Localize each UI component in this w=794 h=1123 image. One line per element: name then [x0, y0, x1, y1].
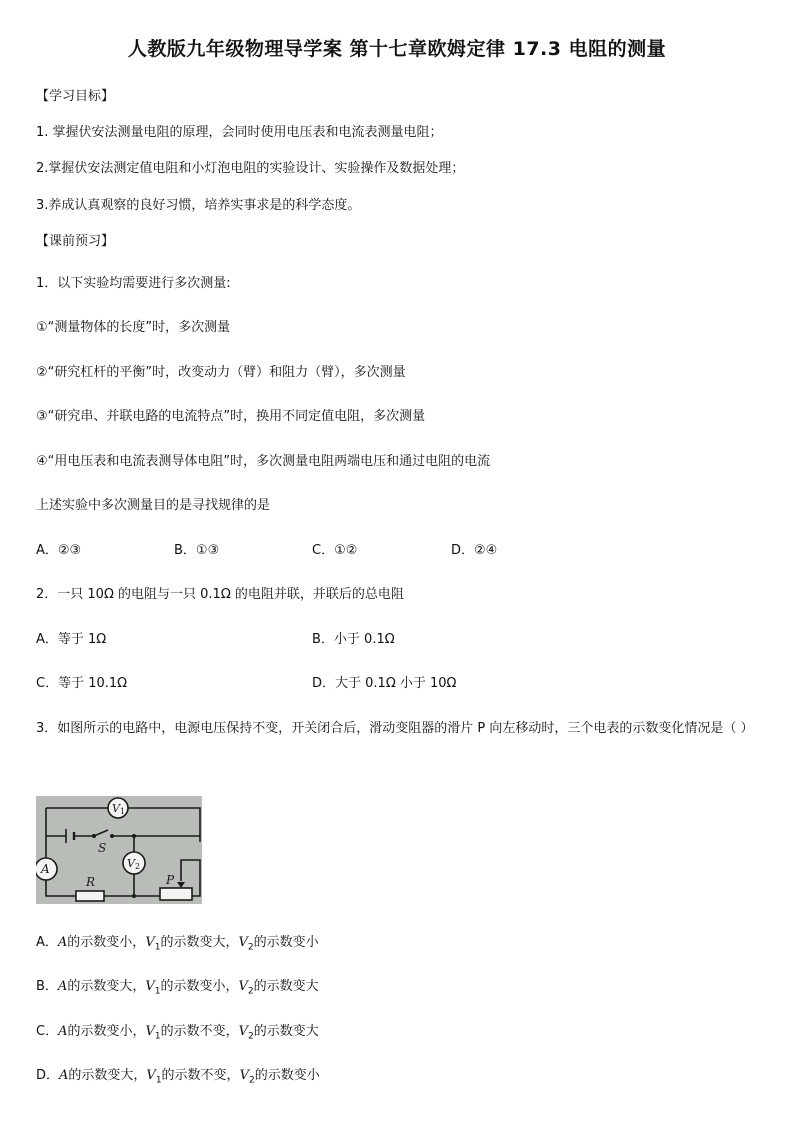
option-text: 的示数变大，: [67, 979, 146, 994]
q1-stem: 1．以下实验均需要进行多次测量:: [36, 276, 231, 291]
q2-stem: 2．一只 10Ω 的电阻与一只 0.1Ω 的电阻并联，并联后的总电阻: [36, 587, 404, 602]
rheostat-icon: [160, 888, 192, 900]
label-v2: V2: [127, 857, 141, 871]
q1-item-4: ④“用电压表和电流表测导体电阻”时，多次测量电阻两端电压和通过电阻的电流: [36, 454, 491, 469]
q3-option-c: [36, 1023, 319, 1046]
meter-a-symbol: A: [58, 1024, 68, 1039]
meter-v-symbol: V: [145, 935, 155, 950]
option-text: 的示数变大: [253, 979, 319, 994]
goal-item-1: 1. 掌握伏安法测量电阻的原理，会同时使用电压表和电流表测量电阻；: [36, 125, 443, 140]
option-text: 的示数不变，: [160, 1024, 239, 1039]
meter-a-symbol: A: [59, 1068, 69, 1083]
label-s: S: [98, 841, 107, 855]
q1-question: 上述实验中多次测量目的是寻找规律的是: [36, 498, 271, 513]
subscript: 1: [154, 942, 161, 953]
option-text: 的示数变大，: [160, 935, 239, 950]
option-text: 的示数变小，: [67, 935, 146, 950]
meter-v-symbol: V: [238, 935, 248, 950]
q1-option-a: A．②③: [36, 543, 82, 558]
option-letter: C．: [36, 1024, 59, 1039]
circuit-figure: [36, 796, 202, 904]
subscript: 2: [247, 942, 254, 953]
option-letter: B．: [36, 979, 58, 994]
option-text: 的示数不变，: [161, 1068, 240, 1083]
q3-stem: 3．如图所示的电路中，电源电压保持不变，开关闭合后，滑动变阻器的滑片 P 向左移动时，三个电表的示数变化情况是（ ）: [36, 721, 754, 736]
q3-option-d: [36, 1067, 320, 1090]
meter-a-symbol: A: [57, 979, 68, 994]
option-text: 的示数变小: [253, 935, 319, 950]
subscript: 2: [248, 1031, 254, 1042]
meter-v-symbol: V: [145, 1024, 155, 1039]
meter-a-symbol: A: [57, 935, 68, 950]
option-text: 的示数变大，: [68, 1068, 147, 1083]
q3-option-a: [36, 934, 319, 957]
q1-option-c: C．①②: [312, 543, 358, 558]
option-letter: D．: [36, 1068, 60, 1083]
meter-v-symbol: V: [146, 1068, 156, 1083]
q3-option-b: [36, 978, 319, 1001]
label-v1: V1: [112, 802, 126, 816]
page-title: 人教版九年级物理导学案 第十七章欧姆定律 17.3 电阻的测量: [127, 38, 667, 60]
q1-option-d: D．②④: [451, 543, 498, 558]
q2-option-d: D．大于 0.1Ω 小于 10Ω: [312, 676, 457, 691]
meter-v-symbol: V: [238, 1024, 249, 1039]
subscript: 2: [247, 986, 254, 997]
q1-option-b: B．①③: [174, 543, 220, 558]
q2-option-b: B．小于 0.1Ω: [312, 632, 395, 647]
option-letter: A．: [36, 935, 58, 950]
subscript: 1: [154, 1031, 161, 1042]
meter-v-symbol: V: [239, 1068, 249, 1083]
subscript: 1: [155, 1075, 162, 1086]
meter-v-symbol: V: [238, 979, 248, 994]
meter-v-symbol: V: [145, 979, 155, 994]
goals-heading: 【学习目标】: [36, 89, 115, 104]
q1-item-1: ①“测量物体的长度”时，多次测量: [36, 320, 231, 335]
label-r: R: [86, 875, 96, 889]
subscript: 1: [154, 986, 161, 997]
preview-heading: 【课前预习】: [36, 234, 115, 249]
option-text: 的示数变小: [254, 1068, 320, 1083]
subscript: 2: [248, 1075, 255, 1086]
q2-option-a: A．等于 1Ω: [36, 632, 107, 647]
option-text: 的示数变小，: [160, 979, 239, 994]
option-text: 的示数变小，: [67, 1024, 146, 1039]
q1-item-3: ③“研究串、并联电路的电流特点”时，换用不同定值电阻，多次测量: [36, 409, 426, 424]
q1-item-2: ②“研究杠杆的平衡”时，改变动力（臂）和阻力（臂），多次测量: [36, 365, 406, 380]
label-a: A: [41, 862, 50, 876]
q2-option-c: C．等于 10.1Ω: [36, 676, 128, 691]
option-text: 的示数变大: [253, 1024, 319, 1039]
goal-item-2: 2.掌握伏安法测定值电阻和小灯泡电阻的实验设计、实验操作及数据处理；: [36, 161, 465, 176]
goal-item-3: 3.养成认真观察的良好习惯，培养实事求是的科学态度。: [36, 198, 361, 213]
circuit-diagram: [36, 796, 202, 904]
resistor-icon: [76, 891, 104, 901]
label-p: P: [166, 873, 175, 887]
